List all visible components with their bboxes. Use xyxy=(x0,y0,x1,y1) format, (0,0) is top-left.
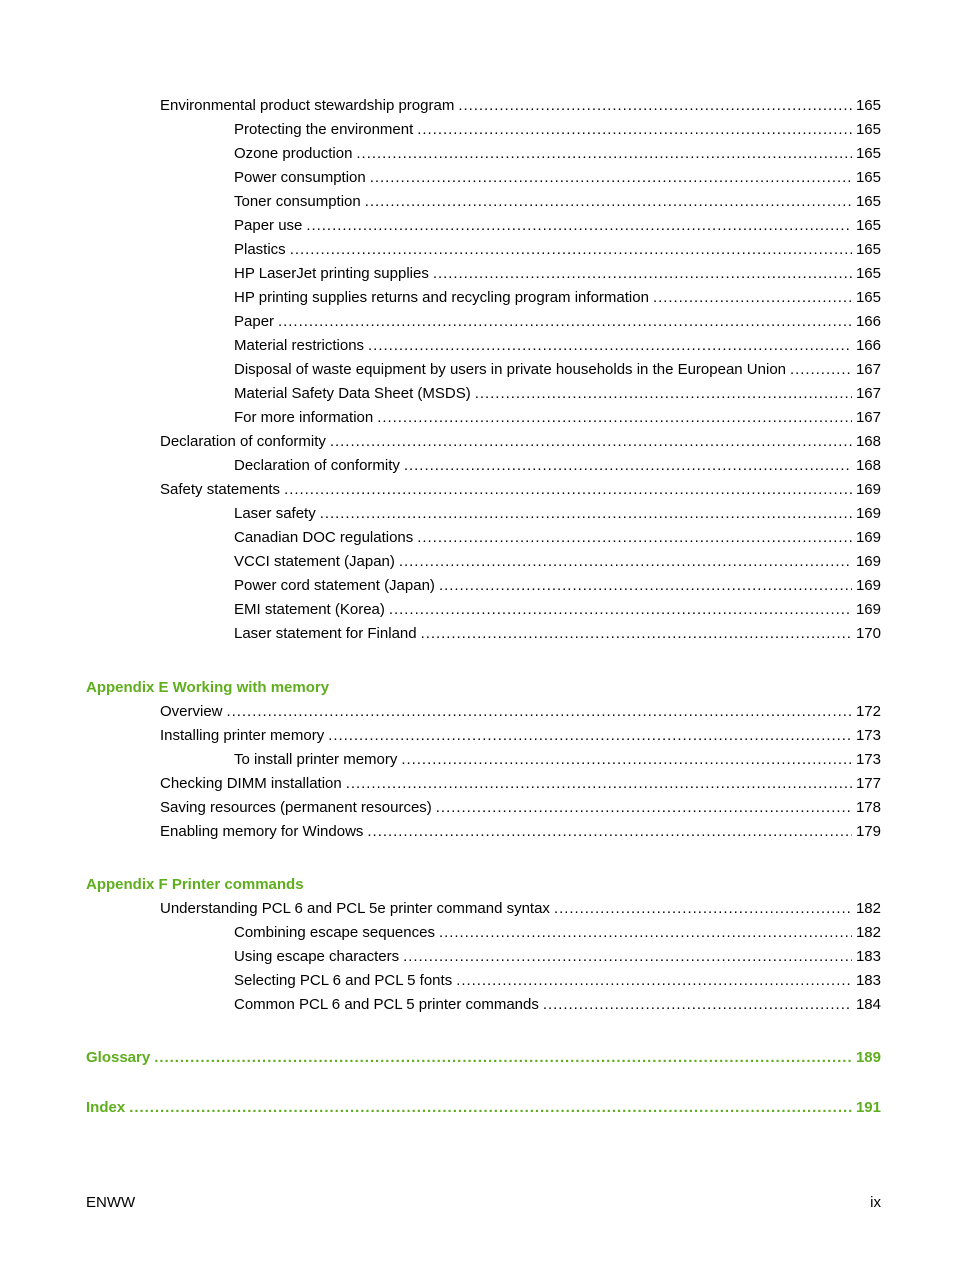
toc-entry-title: Power consumption xyxy=(234,167,370,189)
toc-entry-page: 169 xyxy=(852,479,881,501)
dot-leader xyxy=(346,773,852,795)
toc-entry-page: 172 xyxy=(852,701,881,723)
toc-entry-page: 177 xyxy=(852,773,881,795)
toc-entry-title: EMI statement (Korea) xyxy=(234,599,389,621)
toc-entry-title: Combining escape sequences xyxy=(234,922,439,944)
dot-leader xyxy=(154,1047,852,1069)
toc-entry-title: Material Safety Data Sheet (MSDS) xyxy=(234,383,475,405)
toc-entry-line xyxy=(160,898,881,920)
toc-entry-title: Safety statements xyxy=(160,479,284,501)
toc-entry-page: 178 xyxy=(852,797,881,819)
toc-entry[interactable] xyxy=(0,575,954,597)
toc-entry-line xyxy=(160,431,881,453)
toc-entry-page: 183 xyxy=(852,946,881,968)
dot-leader xyxy=(436,797,852,819)
toc-entry-page: 167 xyxy=(852,359,881,381)
toc-entry-title: Enabling memory for Windows xyxy=(160,821,367,843)
toc-entry[interactable] xyxy=(0,821,954,843)
appendix-heading[interactable]: Appendix F Printer commands xyxy=(86,876,304,893)
toc-entry-title: HP printing supplies returns and recycling program information xyxy=(234,287,653,309)
toc-entry-title: Checking DIMM installation xyxy=(160,773,346,795)
toc-entry[interactable] xyxy=(0,898,954,920)
toc-entry-title: Toner consumption xyxy=(234,191,365,213)
toc-entry-page: 191 xyxy=(852,1097,881,1119)
toc-entry[interactable] xyxy=(0,95,954,117)
toc-entry-page: 169 xyxy=(852,551,881,573)
toc-entry-page: 182 xyxy=(852,898,881,920)
toc-entry-page: 182 xyxy=(852,922,881,944)
toc-entry-page: 168 xyxy=(852,455,881,477)
toc-entry-line xyxy=(234,922,881,944)
toc-entry-title: VCCI statement (Japan) xyxy=(234,551,399,573)
toc-entry[interactable] xyxy=(0,922,954,944)
toc-entry[interactable] xyxy=(0,335,954,357)
toc-entry-page: 165 xyxy=(852,167,881,189)
toc-entry-title: Understanding PCL 6 and PCL 5e printer command syntax xyxy=(160,898,554,920)
toc-entry-line xyxy=(234,335,881,357)
toc-entry-page: 169 xyxy=(852,527,881,549)
toc-entry-line xyxy=(234,287,881,309)
toc-entry-page: 165 xyxy=(852,95,881,117)
toc-entry-page: 166 xyxy=(852,335,881,357)
dot-leader xyxy=(433,263,852,285)
toc-entry-title: Plastics xyxy=(234,239,290,261)
toc-entry-page: 165 xyxy=(852,191,881,213)
toc-entry-line xyxy=(234,359,881,381)
toc-entry-page: 184 xyxy=(852,994,881,1016)
toc-entry-page: 165 xyxy=(852,287,881,309)
toc-entry[interactable] xyxy=(0,503,954,525)
toc-entry-page: 167 xyxy=(852,407,881,429)
toc-entry-line xyxy=(160,725,881,747)
dot-leader xyxy=(417,119,852,141)
toc-entry-line xyxy=(234,239,881,261)
toc-entry-line xyxy=(86,1047,881,1069)
toc-entry[interactable] xyxy=(0,167,954,189)
dot-leader xyxy=(129,1097,852,1119)
toc-entry-title: Ozone production xyxy=(234,143,356,165)
toc-entry-line xyxy=(234,383,881,405)
toc-entry-page: 169 xyxy=(852,575,881,597)
toc-entry[interactable] xyxy=(0,359,954,381)
toc-entry-line xyxy=(160,701,881,723)
toc-entry[interactable] xyxy=(0,599,954,621)
toc-entry[interactable] xyxy=(0,701,954,723)
toc-entry[interactable] xyxy=(0,143,954,165)
toc-entry[interactable] xyxy=(0,407,954,429)
dot-leader xyxy=(417,527,852,549)
toc-entry-page: 170 xyxy=(852,623,881,645)
dot-leader xyxy=(370,167,852,189)
toc-entry-line xyxy=(234,119,881,141)
toc-entry[interactable] xyxy=(0,239,954,261)
dot-leader xyxy=(320,503,852,525)
toc-entry-line xyxy=(234,263,881,285)
dot-leader xyxy=(356,143,852,165)
footer-left-label: ENWW xyxy=(86,1194,136,1211)
toc-entry-line xyxy=(234,599,881,621)
dot-leader xyxy=(421,623,852,645)
toc-entry-page: 167 xyxy=(852,383,881,405)
dot-leader xyxy=(543,994,852,1016)
toc-entry-title: Saving resources (permanent resources) xyxy=(160,797,436,819)
toc-entry-line xyxy=(234,215,881,237)
toc-entry-title: Declaration of conformity xyxy=(160,431,330,453)
toc-entry-line xyxy=(234,311,881,333)
toc-entry[interactable] xyxy=(0,383,954,405)
toc-entry-page: 165 xyxy=(852,143,881,165)
dot-leader xyxy=(401,749,852,771)
dot-leader xyxy=(389,599,852,621)
toc-entry-title: For more information xyxy=(234,407,377,429)
toc-entry-title: Using escape characters xyxy=(234,946,403,968)
appendix-heading[interactable]: Appendix E Working with memory xyxy=(86,679,330,696)
toc-entry-line xyxy=(86,1097,881,1119)
toc-entry-page: 179 xyxy=(852,821,881,843)
dot-leader xyxy=(306,215,852,237)
toc-entry-line xyxy=(234,143,881,165)
toc-entry-title: Paper xyxy=(234,311,278,333)
toc-entry-title: Canadian DOC regulations xyxy=(234,527,417,549)
toc-entry-page: 165 xyxy=(852,215,881,237)
toc-entry[interactable] xyxy=(0,527,954,549)
dot-leader xyxy=(439,922,852,944)
toc-entry-page: 173 xyxy=(852,725,881,747)
toc-entry[interactable] xyxy=(0,287,954,309)
dot-leader xyxy=(227,701,852,723)
toc-entry[interactable] xyxy=(0,1097,954,1119)
toc-entry-line xyxy=(234,623,881,645)
toc-entry-line xyxy=(160,479,881,501)
toc-entry-title: Environmental product stewardship program xyxy=(160,95,458,117)
toc-entry[interactable] xyxy=(0,1047,954,1069)
toc-entry-line xyxy=(234,970,881,992)
toc-entry-page: 189 xyxy=(852,1047,881,1069)
dot-leader xyxy=(328,725,852,747)
toc-entry[interactable] xyxy=(0,551,954,573)
dot-leader xyxy=(439,575,852,597)
toc-entry[interactable] xyxy=(0,215,954,237)
dot-leader xyxy=(404,455,852,477)
toc-entry-title: Protecting the environment xyxy=(234,119,417,141)
toc-entry-line xyxy=(160,95,881,117)
dot-leader xyxy=(290,239,852,261)
toc-entry-page: 169 xyxy=(852,503,881,525)
dot-leader xyxy=(284,479,852,501)
dot-leader xyxy=(403,946,852,968)
toc-entry-title: Material restrictions xyxy=(234,335,368,357)
toc-entry[interactable] xyxy=(0,970,954,992)
toc-entry[interactable] xyxy=(0,749,954,771)
toc-entry[interactable] xyxy=(0,263,954,285)
toc-entry-page: 168 xyxy=(852,431,881,453)
dot-leader xyxy=(278,311,852,333)
toc-entry-line xyxy=(160,773,881,795)
toc-entry-title: To install printer memory xyxy=(234,749,401,771)
toc-entry-line xyxy=(234,749,881,771)
dot-leader xyxy=(368,335,852,357)
toc-entry-line xyxy=(234,407,881,429)
toc-entry[interactable] xyxy=(0,479,954,501)
toc-entry-title: HP LaserJet printing supplies xyxy=(234,263,433,285)
toc-entry-title: Declaration of conformity xyxy=(234,455,404,477)
toc-entry-title: Common PCL 6 and PCL 5 printer commands xyxy=(234,994,543,1016)
toc-entry-title: Paper use xyxy=(234,215,306,237)
toc-entry-line xyxy=(234,455,881,477)
toc-entry[interactable] xyxy=(0,311,954,333)
toc-entry-title: Installing printer memory xyxy=(160,725,328,747)
toc-entry-line xyxy=(234,167,881,189)
toc-entry-line xyxy=(234,191,881,213)
page-number: ix xyxy=(870,1194,881,1211)
toc-entry-title: Laser statement for Finland xyxy=(234,623,421,645)
dot-leader xyxy=(653,287,852,309)
dot-leader xyxy=(456,970,852,992)
toc-entry-line xyxy=(234,527,881,549)
toc-entry-line xyxy=(234,946,881,968)
toc-entry[interactable] xyxy=(0,946,954,968)
toc-entry-title: Glossary xyxy=(86,1047,154,1069)
dot-leader xyxy=(554,898,852,920)
toc-entry-title: Power cord statement (Japan) xyxy=(234,575,439,597)
toc-entry-line xyxy=(160,821,881,843)
toc-entry[interactable] xyxy=(0,994,954,1016)
toc-entry-page: 165 xyxy=(852,119,881,141)
toc-entry-page: 183 xyxy=(852,970,881,992)
dot-leader xyxy=(367,821,852,843)
dot-leader xyxy=(377,407,852,429)
toc-entry-line xyxy=(234,503,881,525)
toc-entry-line xyxy=(234,994,881,1016)
toc-entry-page: 173 xyxy=(852,749,881,771)
toc-entry-line xyxy=(160,797,881,819)
dot-leader xyxy=(330,431,852,453)
toc-entry-page: 165 xyxy=(852,239,881,261)
toc-entry-line xyxy=(234,551,881,573)
toc-entry-title: Index xyxy=(86,1097,129,1119)
toc-entry-title: Overview xyxy=(160,701,227,723)
toc-entry-title: Disposal of waste equipment by users in private households in the European Union xyxy=(234,359,790,381)
dot-leader xyxy=(790,359,852,381)
toc-entry-title: Selecting PCL 6 and PCL 5 fonts xyxy=(234,970,456,992)
toc-entry-page: 166 xyxy=(852,311,881,333)
toc-entry-page: 169 xyxy=(852,599,881,621)
toc-entry-title: Laser safety xyxy=(234,503,320,525)
toc-entry-line xyxy=(234,575,881,597)
toc-entry[interactable] xyxy=(0,773,954,795)
toc-entry-page: 165 xyxy=(852,263,881,285)
toc-entry[interactable] xyxy=(0,119,954,141)
dot-leader xyxy=(475,383,852,405)
dot-leader xyxy=(458,95,852,117)
toc-entry[interactable] xyxy=(0,431,954,453)
toc-entry[interactable] xyxy=(0,191,954,213)
toc-entry[interactable] xyxy=(0,623,954,645)
toc-entry[interactable] xyxy=(0,797,954,819)
dot-leader xyxy=(399,551,852,573)
toc-entry[interactable] xyxy=(0,455,954,477)
dot-leader xyxy=(365,191,852,213)
toc-entry[interactable] xyxy=(0,725,954,747)
